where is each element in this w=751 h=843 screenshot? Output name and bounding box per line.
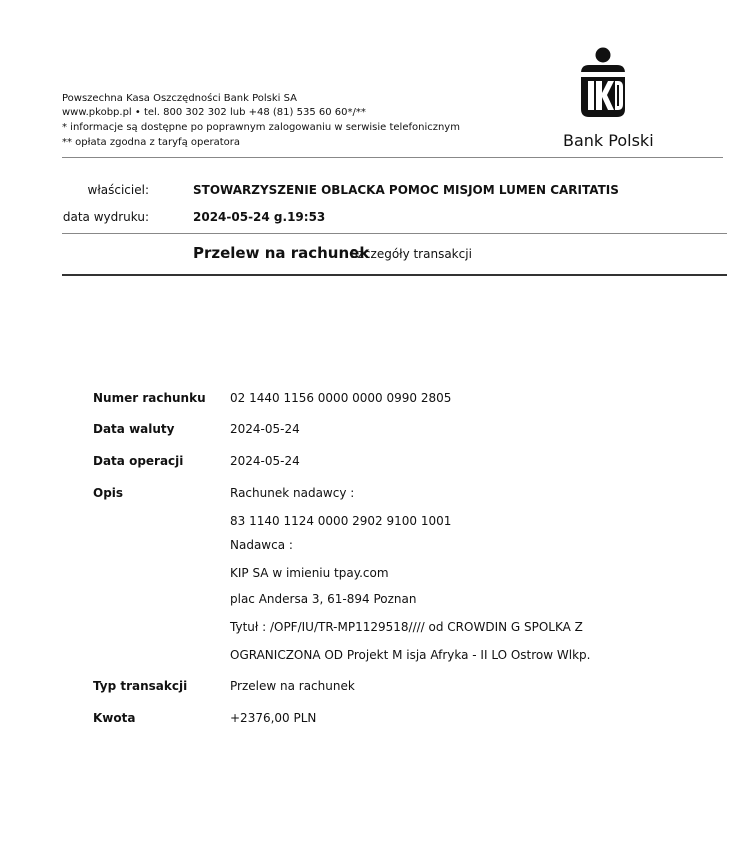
desc-line: KIP SA w imieniu tpay.com: [230, 566, 389, 580]
print-date-label: data wydruku:: [62, 210, 149, 224]
amount-label: Kwota: [93, 711, 136, 725]
desc-line: Tytuł : /OPF/IU/TR-MP1129518//// od CROWDIN G SPOLKA Z: [230, 620, 583, 634]
footnote-fee: ** opłata zgodna z taryfą operatora: [62, 137, 241, 148]
owner-label: właściciel:: [87, 183, 149, 197]
op-date-value: 2024-05-24: [230, 454, 300, 468]
amount-value: +2376,00 PLN: [230, 711, 317, 725]
desc-line: OGRANICZONA OD Projekt M isja Afryka - II LO Ostrow Wlkp.: [230, 648, 591, 662]
meta-divider: [62, 233, 727, 234]
header-divider: [62, 157, 723, 158]
op-date-label: Data operacji: [93, 454, 184, 468]
bank-name: Powszechna Kasa Oszczędności Bank Polski SA: [62, 93, 297, 104]
pko-logo-icon: [577, 47, 629, 119]
type-value: Przelew na rachunek: [230, 679, 355, 693]
desc-line: plac Andersa 3, 61-894 Poznan: [230, 592, 417, 606]
section-subtitle: Szczegóły transakcji: [350, 247, 472, 261]
section-divider: [62, 274, 727, 276]
account-label: Numer rachunku: [93, 391, 206, 405]
owner-value: STOWARZYSZENIE OBLACKA POMOC MISJOM LUMEN CARITATIS: [193, 183, 619, 197]
account-value: 02 1440 1156 0000 0000 0990 2805: [230, 391, 452, 405]
desc-line: 83 1140 1124 0000 2902 9100 1001: [230, 514, 452, 528]
value-date-value: 2024-05-24: [230, 422, 300, 436]
bank-contact: www.pkobp.pl • tel. 800 302 302 lub +48 (81) 535 60 60*/**: [62, 107, 366, 118]
value-date-label: Data waluty: [93, 422, 175, 436]
desc-label: Opis: [93, 486, 124, 500]
footnote-info: * informacje są dostępne po poprawnym zalogowaniu w serwisie telefonicznym: [62, 122, 460, 133]
desc-line: Rachunek nadawcy :: [230, 486, 355, 500]
type-label: Typ transakcji: [93, 679, 188, 693]
desc-line: Nadawca :: [230, 538, 293, 552]
print-date-value: 2024-05-24 g.19:53: [193, 210, 326, 224]
logo-text: Bank Polski: [563, 131, 654, 150]
section-title: Przelew na rachunek: [193, 244, 370, 262]
